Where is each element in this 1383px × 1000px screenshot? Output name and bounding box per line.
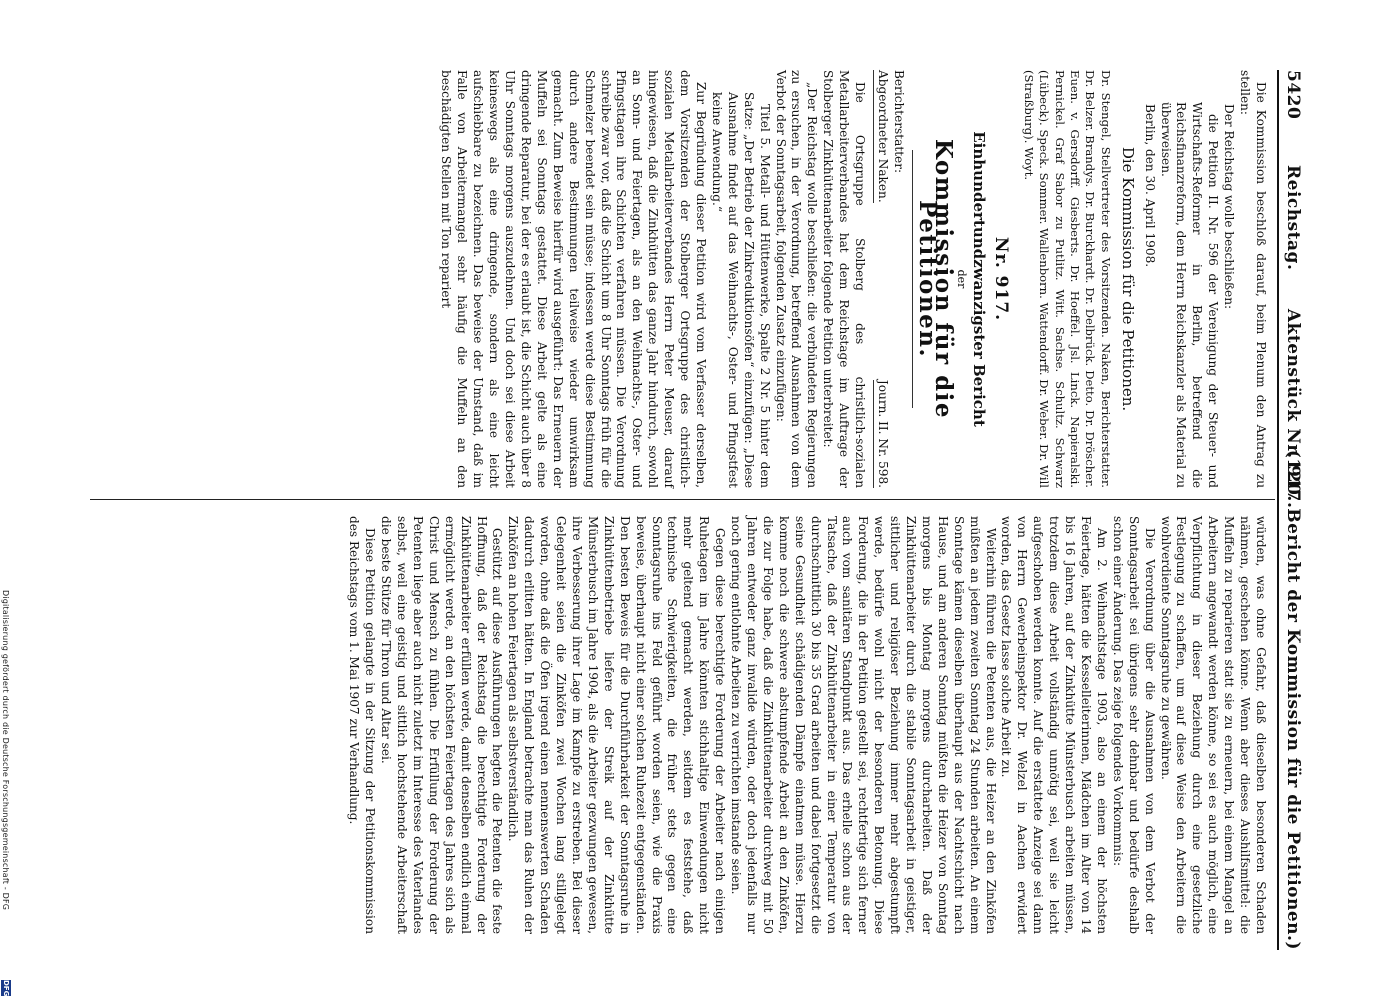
signature-list: Dr. Stengel, Stellvertreter des Vorsitzenden. Naken, Berichterstatter. Dr. Belzer. Brandys. Dr. Burckhardt. Dr. Delbrück. Detto. Dr. Dröscher. Euen. v. Gersdorff. Giesberts. Dr. Hoeffel. Jsl. Linck. Napieralski. Pernickel. Graf Sabor zu Putlitz. Witt. Sachse. Schultz. Schwarz (Lübeck). Speck. Sommer. Wallenborn. Wattendorff. Dr. Weber. Dr. Will (Straßburg). Woyt. [1021,70,1113,488]
petition-intro: Die Ortsgruppe Stolberg des christlich-sozialen Metallarbeiterverbandes hat dem Reichstage im Auftrage der Stolberger Zinkhüttenarbeiter folgende Petition unterbreitet: [821,70,868,488]
rapporteur-label: Berichterstatter: [891,70,906,174]
justification-paragraph: Zur Begründung dieser Petition wird vom Verfasser derselben, dem Vorsitzenden der Stolberger Ortsgruppe des christlich-sozialen Metallarbeiterverbandes Herrn Peter Meuser, darauf hingewiesen, daß die Zinkhütten das ganze Jahr hindurch, sowohl an Sonn- und Feiertagen, als an den Weihnachts-, Oster- und Pfingsttagen ihre Schichten verfahren müssen. Die Verordnung schreibe zwar vor, daß die Schicht um 8 Uhr Sonntags früh für die Schmelzer beendet sein müsse; indessen werde diese Bestimmung durch andere Bestimmungen teilweise wieder umwirksam gemacht. Zum Beweise hierfür wird ausgeführt: Das Erneuern der Muffeln sei Sonntags gestattet. Diese Arbeit gelte als eine dringende Reparatur, bei der es erlaubt ist, die Schicht auch über 8 Uhr Sonntags morgens auszudehnen. Und doch sei diese Arbeit keineswegs als eine dringende, sondern als eine leicht aufschiebbare zu bezeichnen. Das beweise der Umstand, daß im Falle von Arbeitermangel sehr häufig die Muffeln an den beschädigten Stellen mit Ton repariert [439,70,708,488]
right-paragraph-3: Am 2. Weihnachtstage 1903, also an einem der höchsten Feiertage, hätten die Kesselleiterinnen, Mädchen im Alter von 14 bis 16 Jahren, auf der Zinkhütte Münsterbusch arbeiten müssen, trotzdem diese Arbeit vollständig unnötig sei, weil sie leicht aufgeschoben werden konnte. Auf die erstattete Anzeige sei dann von Herrn Gewerbeinspektor Dr. Welzel in Aachen erwidert worden, das Gesetz lasse solche Arbeit zu. [999,516,1109,934]
header-rule [1277,70,1279,950]
petition-amendment: Titel 5. Metall- und Hüttenwerke, Spalte 2 Nr. 5 hinter dem Satze: „Der Betrieb der Zinkreduktionsöfen“ einzufügen: „Diese Ausnahme findet auf das Weihnachts-, Oster- und Pfingstfest keine Anwendung.“ [709,92,772,488]
petition-text: „Der Reichstag wolle beschließen: die verbündeten Regierungen zu ersuchen, in der Verordnung, betreffend Ausnahmen von dem Verbot der Sonntagsarbeit, folgenden Zusatz einzufügen: [773,70,820,488]
left-column [438,70,1268,488]
right-paragraph-4: Weiterhin führen die Petenten aus, die Heizer an den Zinköfen müßten an jedem zweiten Sonntag 24 Stunden arbeiten. An einem Sonntage kämen dieselben überhaupt aus der Nachtschicht nach Hause, und am anderen Sonntag müßten die Heizer von Sonntag morgens bis Montag morgens durcharbeiten. Daß der Zinkhüttenarbeiter durch die stabile Sonntagsarbeit in geistiger, sittlicher und religiöser Beziehung immer mehr abgestumpft werde, bedürfe wohl nicht der besonderen Betonung. Diese Forderung, die in der Petition gestellt sei, rechtfertige sich ferner auch vom sanitären Standpunkt aus. Das erhelle schon aus der Tatsache, daß der Zinkhüttenarbeiter in einer Temperatur von durchschnittlich 30 bis 35 Grad arbeiten und dabei fortgesetzt die seine Gesundheit schädigenden Dämpfe einatmen müsse. Hierzu komme noch die schwere abstumpfende Arbeit an den Zinköfen, die zur Folge habe, daß die Zinkhüttenarbeiter durchweg mit 50 Jahren entweder ganz invalide würden, oder doch jedenfalls nur noch gering entlohnte Arbeiten zu verrichten imstande seien. [729,516,998,934]
dfg-logo: DFG [2,980,10,997]
commission-signature-title: Die Kommission für die Petitionen. [1118,146,1137,412]
intro-paragraph: Die Kommission beschloß darauf, beim Plenum den Antrag zu stellen: [1238,70,1268,488]
rapporteur-name: Abgeordneter Naken. [873,70,890,203]
right-paragraph-7: Diese Petition gelangte in der Sitzung der Petitionskommission des Reichstags vom 1. Mai 1907 zur Verhandlung. [347,516,378,934]
resolution-head: Der Reichstag wolle beschließen: [1222,104,1237,310]
right-paragraph-1: würden, was ohne Gefahr, daß dieselben besonderen Schaden nähmen, geschehen könne. Wenn aber dieses Aushilfsmittel: die Muffeln zu reparieren statt sie zu erneuern, bei einem Mangel an Arbeitern angewandt werden könne, so sei es auch möglich, eine Verpflichtung in dieser Beziehung durch eine gesetzliche Festlegung zu schaffen, um auf diese Weise den Arbeitern die wohlverdiente Sonntagsruhe zu gewähren. [1158,516,1268,934]
right-paragraph-2: Die Verordnung über die Ausnahmen von dem Verbot der Sonntagsarbeit sei übrigens sehr dehnbar und bedürfe deshalb schon einer Änderung. Das zeige folgendes Vorkommnis: [1110,516,1157,934]
right-paragraph-5: Gegen diese berechtigte Forderung der Arbeiter nach einigen Ruhetagen im Jahre könnten stichhaltige Einwendungen nicht mehr geltend gemacht werden, seitdem es feststehe, daß technische Schwierigkeiten, die früher stets gegen eine Sonntagsruhe ins Feld geführt worden seien, wie die Praxis beweise, überhaupt nicht einer solchen Ruhezeit entgegenständen. Den besten Beweis für die Durchführbarkeit der Sonntagsruhe in Zinkhüttenbetriebe liefere der Streik auf der Zinkhütte Münsterbusch im Jahre 1904, als die Arbeiter gezwungen gewesen, ihre Verbesserung ihrer Lage im Kampfe zu erstreben. Bei dieser Gelegenheit seien die Zinköfen zwei Wochen lang stillgelegt worden, ohne daß die Öfen irgend einen nennenswerten Schaden dadurch erlitten hätten. In England betrachte man das Ruhen der Zinköfen an hohen Feiertagen als selbstverständlich. [506,516,728,934]
title-rule [912,150,913,408]
resolution-body: die Petition II. Nr. 596 der Vereinigung der Steuer- und Wirtschafts-Reformer in Berlin, betreffend die Reichsfinanzreform, dem Herrn Reichskanzler als Material zu überweisen. [1158,102,1221,488]
document-number: Aktenstück Nr. 917. [1283,308,1303,509]
report-title: Einhundertundzwanzigster Bericht [970,131,989,427]
dfg-credit: Digitalisierung gefördert durch die Deutsche Forschungsgemeinschaft - DFG [1,590,10,911]
right-column [345,516,1268,934]
publication-name: Reichstag. [1283,165,1303,271]
rapporteur-block [873,70,906,488]
page-number: 5420 [1283,70,1303,120]
report-title-der: der [954,269,968,289]
journal-reference: Journ. II. Nr. 598. [873,380,890,488]
report-reference: (120. Bericht der Kommission für die Petitionen.) [1283,449,1303,950]
commission-heading: Kommission für die Petitionen. [913,138,957,420]
column-divider [90,499,1275,500]
digitization-footer [0,0,10,1000]
date-line: Berlin, den 30. April 1908. [1142,104,1157,268]
report-number: Nr. 917. [991,236,1012,322]
right-paragraph-6: Gestützt auf diese Ausführungen hegten die Petenten die feste Hoffnung, daß der Reichstag die berechtigte Forderung der Zinkhüttenarbeiter erfüllen werde, damit denselben endlich einmal ermöglicht werde, an den höchsten Feiertagen des Jahres sich als Christ und Mensch zu fühlen. Die Erfüllung der Forderung der Petenten liege aber auch nicht zuletzt im Interesse des Vaterlandes selbst, weil eine geistig und sittlich hochstehende Arbeiterschaft die beste Stütze für Thron und Altar sei. [379,516,505,934]
